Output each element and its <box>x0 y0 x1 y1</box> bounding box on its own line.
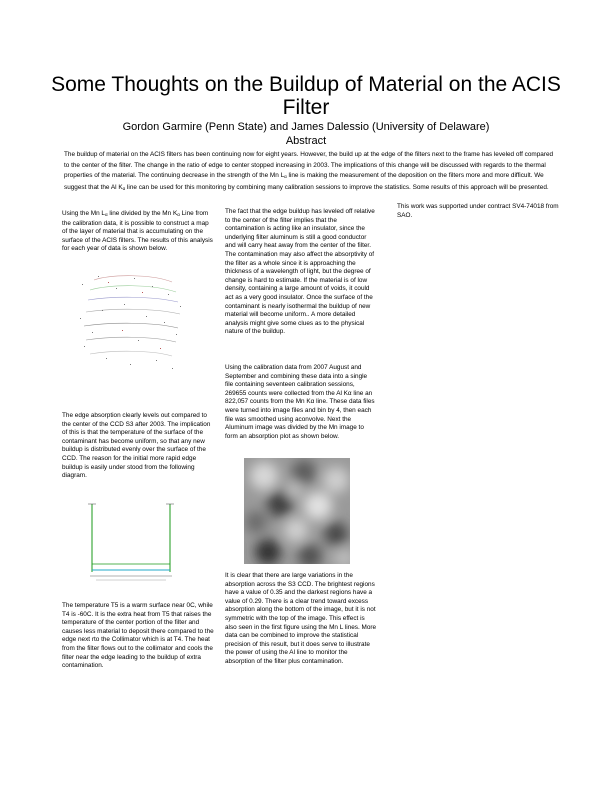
column-2-para-2 <box>225 364 377 441</box>
absorption-image <box>244 458 350 564</box>
column-2-para-1 <box>225 208 377 337</box>
subscript: α <box>104 212 108 217</box>
column-3-para-1 <box>397 203 567 220</box>
paragraph: It is clear that there are large variations in the absorption across the S3 CCD. The brightest regions have a value of 0.35 and the darkest regions have a value of 0.29. There is a clear trend toward excess absorption along the bottom of the image, but it is not symmetric with the top of the image. This effect is also seen in the first figure using the Mn L lines. More data can be combined to improve the statistical precision of this result, but it does serve to illustrate the power of using the Al line to monitor the absorption of the filter plus contamination. <box>225 572 377 665</box>
text: line divided by the Mn K <box>107 210 178 217</box>
column-1-para-1 <box>62 210 214 254</box>
paper-title: Some Thoughts on the Buildup of Material on the ACIS Filter <box>51 73 561 119</box>
paragraph: The temperature T5 is a warm surface near 0C, while T4 is -60C. It is the extra heat from T5 that raises the temperature of the center portion of the filter and causes less material to deposit there compared to the edge next rto the Collimator which is at T4. The heat from the filter flows out to the collimator and cools the filter near the edge leading to the buildup of extra contamination. <box>62 602 214 670</box>
paragraph: The fact that the edge buildup has leveled off relative to the center of the filter implies that the contamination is acting like an insulator, since the underlying filter aluminum is still a good conductor and will carry heat away from the center of the filter. The contamination may also affect the absorptivity of the filter as a whole since it is approaching the thickness of a wavelength of light, but the degree of change is hard to estimate. If the material is of low density, containing a large amount of voids, it could act as a very good insulator. Once the surface of the contaminant is nearly isothermal the buildup of new material will become uniform.. A more detailed analysis might give some clues as to the physical nature of the buildup. <box>225 208 375 336</box>
abstract-heading: Abstract <box>285 135 327 147</box>
absorption-plot <box>244 458 350 564</box>
filter-map-plot <box>72 270 190 376</box>
column-2-para-3 <box>225 572 377 667</box>
thermal-diagram-drawing <box>86 500 176 600</box>
paragraph: The edge absorption clearly levels out compared to the center of the CCD S3 after 2003. The implication of this is that the temperature of the surface of the contaminant has become uniform, so that any new buildup is distributed evenly over the surface of the CCD. The reason for the initial more rapid edge buildup is easily under stood from the following diagram. <box>62 412 211 480</box>
abstract-text <box>64 150 554 194</box>
subscript: α <box>122 185 126 191</box>
abstract-part: line is making the measurement of the deposition on the filters more and more difficult. We suggest that the Al K <box>64 172 544 191</box>
text: Using the Mn L <box>62 210 105 217</box>
paragraph: Using the calibration data from 2007 August and September and combining these data into a single file containing seventeen calibration sessions, 269655 counts were collected from the Al Kα line an 822,057 counts from the Mn Kα line. These data files were turned into image files and bin by 4, then each file was smoothed using aconvolve. Next the Aluminum image was divided by the Mn image to form an absorption plot as shown below. <box>225 364 375 440</box>
paragraph: This work was supported under contract SV4-74018 from SAO. <box>397 203 559 219</box>
abstract-part: line can be used for this monitoring by combining many calibration sessions to improve the statistics. Some results of this approach will be presented. <box>125 183 549 191</box>
column-1-para-2 <box>62 412 214 481</box>
subscript: α <box>177 212 180 217</box>
column-1-para-3 <box>62 602 214 671</box>
text: Line from the calibration data, it is possible to construct a map of the layer of material that is accumulating on the surface of the ACIS filters. The results of this analysis for each year of data is shown below. <box>62 210 213 253</box>
filter-map-figure <box>72 270 190 376</box>
abstract-part: The buildup of material on the ACIS filters has been continuing now for eight years. However, the build up at the edge of the filters next to the frame has leveled off compared to the center of the filter. The change in the ratio of edge to center stopped increasing in 2003. The implications of this change will be discussed with regards to the thermal properties of the material. The continuing decrease in the strength of the Mn L <box>64 151 554 180</box>
thermal-diagram <box>86 500 176 600</box>
author-line: Gordon Garmire (Penn State) and James Dalessio (University of Delaware) <box>122 121 490 133</box>
subscript: α <box>284 174 287 180</box>
